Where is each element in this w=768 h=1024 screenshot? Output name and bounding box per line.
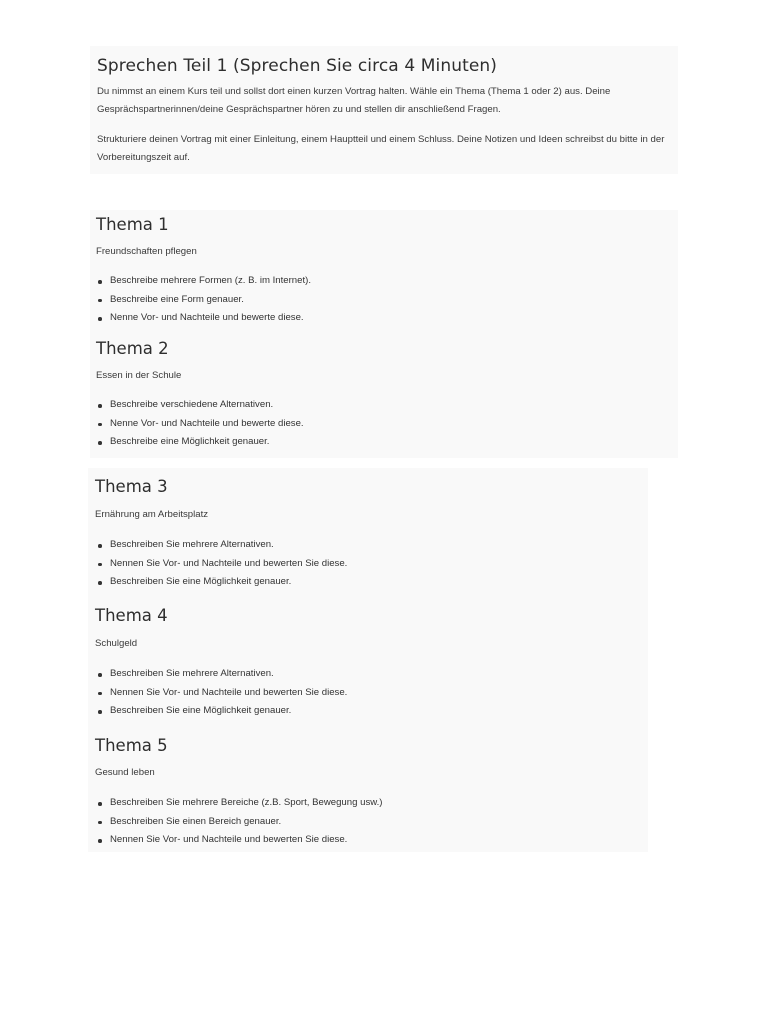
list-item: Beschreibe mehrere Formen (z. B. im Internet). xyxy=(96,272,311,291)
topic-5-title: Thema 5 xyxy=(95,736,168,755)
topic-5-subtitle: Gesund leben xyxy=(95,767,155,778)
list-item: Nennen Sie Vor- und Nachteile und bewerten Sie diese. xyxy=(96,831,383,850)
list-item: Beschreiben Sie mehrere Alternativen. xyxy=(96,536,347,555)
topic-4-list xyxy=(96,665,347,721)
topic-2-list xyxy=(96,396,304,452)
list-item: Beschreibe eine Form genauer. xyxy=(96,291,311,310)
topic-3-list xyxy=(96,536,347,592)
topic-1-subtitle: Freundschaften pflegen xyxy=(96,246,197,257)
topic-2-subtitle: Essen in der Schule xyxy=(96,370,182,381)
topic-4-subtitle: Schulgeld xyxy=(95,638,138,649)
list-item: Nennen Sie Vor- und Nachteile und bewerten Sie diese. xyxy=(96,684,347,703)
topic-4-title: Thema 4 xyxy=(95,606,168,625)
topic-3-title: Thema 3 xyxy=(95,477,168,496)
list-item: Beschreibe eine Möglichkeit genauer. xyxy=(96,433,304,452)
list-item: Beschreiben Sie einen Bereich genauer. xyxy=(96,813,383,832)
list-item: Beschreiben Sie mehrere Bereiche (z.B. Sport, Bewegung usw.) xyxy=(96,794,383,813)
intro-paragraph-2: Strukturiere deinen Vortrag mit einer Einleitung, einem Hauptteil und einem Schluss. Deine Notizen und Ideen schreibst du bitte in der Vorbereitungszeit auf. xyxy=(97,134,665,163)
list-item: Nenne Vor- und Nachteile und bewerte diese. xyxy=(96,415,304,434)
intro-paragraph-1: Du nimmst an einem Kurs teil und sollst dort einen kurzen Vortrag halten. Wähle ein Thema (Thema 1 oder 2) aus. Deine Gesprächspartnerinnen/deine Gesprächspartner hören zu und stellen dir anschließend Fragen. xyxy=(97,86,611,115)
page-title: Sprechen Teil 1 (Sprechen Sie circa 4 Minuten) xyxy=(97,56,498,76)
topic-1-list xyxy=(96,272,311,328)
topic-1-title: Thema 1 xyxy=(96,215,169,234)
list-item: Nennen Sie Vor- und Nachteile und bewerten Sie diese. xyxy=(96,555,347,574)
list-item: Beschreiben Sie mehrere Alternativen. xyxy=(96,665,347,684)
topic-2-title: Thema 2 xyxy=(96,339,169,358)
topic-3-subtitle: Ernährung am Arbeitsplatz xyxy=(95,509,209,520)
list-item: Beschreiben Sie eine Möglichkeit genauer. xyxy=(96,573,347,592)
list-item: Beschreiben Sie eine Möglichkeit genauer. xyxy=(96,702,347,721)
list-item: Beschreibe verschiedene Alternativen. xyxy=(96,396,304,415)
list-item: Nenne Vor- und Nachteile und bewerte diese. xyxy=(96,309,311,328)
topic-5-list xyxy=(96,794,383,850)
